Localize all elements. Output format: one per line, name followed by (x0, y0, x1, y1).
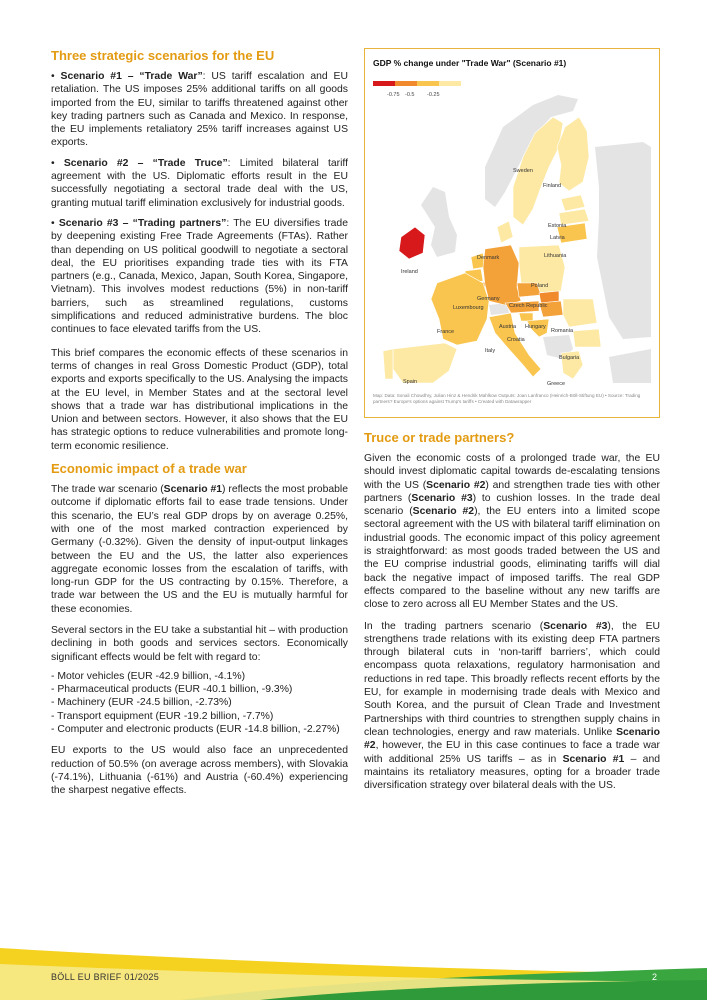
map-label-latvia: Latvia (550, 235, 565, 241)
scenario-1-bullet: • Scenario #1 – “Trade War”: US tariff escalation and EU retaliation. The US imposes 25% additional tariffs on all goods imported from the EU, similar to tariffs threatened against other key trading partners such as Canada and Mexico. In response, the EU implements retaliatory 25% tariff increases against US exports. (51, 71, 348, 149)
footer-decoration (0, 940, 707, 1000)
non-eu-east (595, 142, 651, 339)
sectors-list (51, 670, 348, 736)
impact-scenario-ref: Scenario #1 (163, 484, 223, 496)
legend-swatch (417, 81, 439, 86)
scenario-ref: Scenario #2 (426, 479, 486, 491)
heading-strategic-scenarios: Three strategic scenarios for the EU (51, 48, 275, 63)
map-label-poland: Poland (531, 283, 549, 289)
scenario-2-text: : Limited bilateral tariff agreement with the US. Diplomatic efforts result in the EU successfully negotiating a sectoral trade deal with the US, granting mutual tariff elimination exclusively for industrial goods. (51, 157, 348, 209)
map-label-hungary: Hungary (525, 324, 546, 330)
country-bulgaria (573, 329, 601, 347)
page-number: 2 (652, 972, 658, 982)
right-column (364, 48, 660, 800)
map-label-austria: Austria (499, 324, 517, 330)
legend-swatch (373, 81, 395, 86)
heading-economic-impact: Economic impact of a trade war (51, 461, 247, 477)
country-denmark (497, 221, 513, 243)
legend-swatch (439, 81, 461, 86)
map-label-lithuania: Lithuania (544, 253, 567, 259)
footer-brief-label: BÖLL EU BRIEF 01/2025 (51, 972, 160, 982)
scenario-1-text: : US tariff escalation and EU retaliation. The US imposes 25% additional tariffs on all goods imported from the EU, similar to tariffs threatened against other key trading partners such as Canada and Mexico. In response, the EU implements retaliatory 25% tariff increases against US exports. (51, 71, 348, 149)
partners-text: , however, the EU in this case continues to face a trade war with additional 25% US tariffs – as in (364, 740, 660, 765)
gdp-map-figure (364, 48, 660, 418)
trading-partners-paragraph (364, 620, 660, 793)
map-label-greece: Greece (547, 381, 566, 387)
non-eu-uk (421, 187, 457, 257)
left-column (51, 48, 348, 806)
legend-swatch (395, 81, 417, 86)
map-label-romania: Romania (551, 328, 574, 334)
map-label-spain: Spain (403, 379, 418, 385)
europe-map (373, 87, 651, 387)
country-spain (393, 343, 457, 383)
sector-item: - Pharmaceutical products (EUR -40.1 billion, -9.3%) (51, 684, 293, 696)
map-label-denmark: Denmark (477, 255, 500, 261)
map-title: GDP % change under "Trade War" (Scenario #1) (373, 58, 567, 68)
map-label-italy: Italy (485, 348, 496, 354)
scenario-3-title: Scenario #3 – “Trading partners” (58, 217, 227, 229)
partners-text: – and maintains its retaliatory measures, opting for a broader trade diversification strategy over bilateral deals with the US. (364, 753, 661, 792)
partners-text: ), the EU strengthens trade relations with its existing deep FTA partners through bilateral cuts in ‘non-tariff barriers’, which could encompass quota relaxations, regulatory harmonisation and reductions in red tape. This broadly reflects recent efforts by the EU, for example in modernising trade deals with Mexico and South Korea, and the pursuit of Clean Trade and Investment Partnerships with third countries to strengthen supply chains in clean technologies, energy and raw materials. Unlike (364, 620, 661, 738)
truce-text: ) and strengthen trade ties with other partners ( (364, 479, 661, 504)
map-label-estonia: Estonia (548, 223, 567, 229)
legend-label: -0.25 (427, 92, 440, 98)
legend-label: -0.5 (405, 92, 415, 98)
scenario-ref: Scenario #3 (411, 492, 473, 504)
scenario-3-text: : The EU diversifies trade by deepening existing Free Trade Agreements (FTAs). Rather than depending on US political goodwill to negotiate a sectoral deal, the EU prioritises expanding trade ties with its FTA partners (e.g., Canada, Mexico, Japan, South Korea, Singapore, Vietnam). This involves modest reductions (5%) in non-tariff barriers, such as streamlined regulations, customs simplifications and reduced administrative burdens. The bloc continues to face elevated tariffs from the US. (51, 217, 348, 336)
truce-text: ), the EU enters into a limited scope sectoral agreement with the US with bilateral tariff elimination on industrial goods. The economic impact of this policy agreement is straightforward: as most goods traded between the US and the EU comprise industrial goods, eliminating tariffs will dial back the negative impact of imposed tariffs. The real GDP effects compared to the baseline without any new tariffs are close to zero across all EU Member States and the US. (364, 506, 660, 611)
map-label-finland: Finland (543, 183, 562, 189)
scenario-2-bullet: • Scenario #2 – “Trade Truce”: Limited bilateral tariff agreement with the US. Diplomatic efforts result in the EU successfully negotiating a sectoral trade deal with the US, granting mutual tariff elimination exclusively for industrial goods. (51, 157, 348, 209)
impact-text-c: ) reflects the most probable outcome if diplomatic efforts fail to ease trade tensions. Under this scenario, the EU’s real GDP drops by on average 0.25%, with one of the most marked contraction experienced by Germany (-0.32%). Given the density of input-output linkages between the EU and the US, the latter also experiences aggregate economic losses from the escalation of tariffs, with long-run GDP for the US contracting by 0.15%. Therefore, a trade war between the US and the EU is mutually harmful for these economies. (51, 484, 348, 615)
sector-item: - Motor vehicles (EUR -42.9 billion, -4.1%) (51, 670, 246, 682)
scenario-1-title: Scenario #1 – “Trade War” (60, 71, 203, 82)
map-label-bulgaria: Bulgaria (559, 355, 580, 361)
brief-paragraph: This brief compares the economic effects of these scenarios in terms of changes in real Gross Domestic Product (GDP), total exports and exports specifically to the US. Analysing the impacts at the EU level, in Member States and at the sectoral level shows that a trade war has distributional implications in the Union and between sectors. However, it also shows that the EU has strategic options to reduce vulnerabilities and promote long-term economic resilience. (51, 347, 348, 452)
country-portugal (383, 349, 393, 379)
impact-paragraph (51, 483, 348, 616)
map-label-ireland: Ireland (401, 269, 418, 275)
scenario-ref: Scenario #3 (543, 620, 608, 632)
map-label-germany: Germany (477, 296, 500, 302)
sector-item: - Machinery (EUR -24.5 billion, -2.73%) (51, 697, 232, 709)
country-slovenia (519, 313, 533, 321)
legend-label: -0.75 (387, 92, 400, 98)
country-estonia (561, 195, 585, 211)
scenario-3-bullet: • Scenario #3 – “Trading partners”: The EU diversifies trade by deepening existing Free Trade Agreements (FTAs). Rather than depending on US political goodwill to negotiate a sectoral deal, the EU prioritises expanding trade ties with its FTA partners (e.g., Canada, Mexico, Japan, South Korea, Singapore, Vietnam). This involves modest reductions (5%) in non-tariff barriers, such as streamlined regulations, customs simplifications and reduced administrative burdens. The bloc continues to face elevated tariffs from the US. (51, 217, 348, 336)
heading-truce-or-partners: Truce or trade partners? (364, 430, 515, 445)
country-romania (563, 299, 597, 327)
scenario-ref: Scenario #2 (364, 726, 660, 752)
map-label-czech: Czech Republic (509, 303, 548, 309)
truce-text: ) to cushion losses. In the trade deal scenario ( (364, 492, 660, 518)
truce-text: Given the economic costs of a prolonged trade war, the EU should invest diplomatic capital towards de-escalating tensions with the US ( (364, 453, 660, 491)
sectors-paragraph: Several sectors in the EU take a substantial hit – with production declining in both goods and services sectors. Economically significant effects would be felt with regard to: (51, 624, 348, 663)
map-label-france: France (437, 329, 455, 335)
country-ireland (399, 227, 425, 259)
exports-paragraph: EU exports to the US would also face an unprecedented reduction of 50.5% (on average across members), with Slovakia (-74.1%), Lithuania (-61%) and Austria (-60.4%) experiencing the sharpest negative effects. (51, 745, 348, 797)
map-label-sweden: Sweden (513, 168, 533, 174)
sector-item: - Transport equipment (EUR -19.2 billion, -7.7%) (51, 710, 274, 722)
scenario-ref: Scenario #2 (412, 506, 475, 518)
map-label-croatia: Croatia (507, 337, 525, 343)
truce-paragraph (364, 452, 660, 612)
map-label-luxembourg: Luxembourg (453, 305, 484, 311)
partners-text: In the trading partners scenario ( (364, 620, 544, 632)
map-source-note: Map: Data: Sonali Chowdhry, Julian Hinz & Hendrik Mahlkow Outputs: Joan Lanfranco (Heinrich-Böll-Stiftung EU) • Source: Trading partners? Europe's options against Trump's tariffs • Created with Datawrapper (373, 393, 641, 404)
scenario-ref: Scenario #1 (562, 753, 625, 765)
impact-text-a: The trade war scenario ( (51, 484, 164, 496)
sector-item: - Computer and electronic products (EUR -14.8 billion, -2.27%) (51, 724, 340, 736)
scenario-2-title: Scenario #2 – “Trade Truce” (63, 157, 228, 169)
non-eu-turkey (609, 349, 651, 383)
